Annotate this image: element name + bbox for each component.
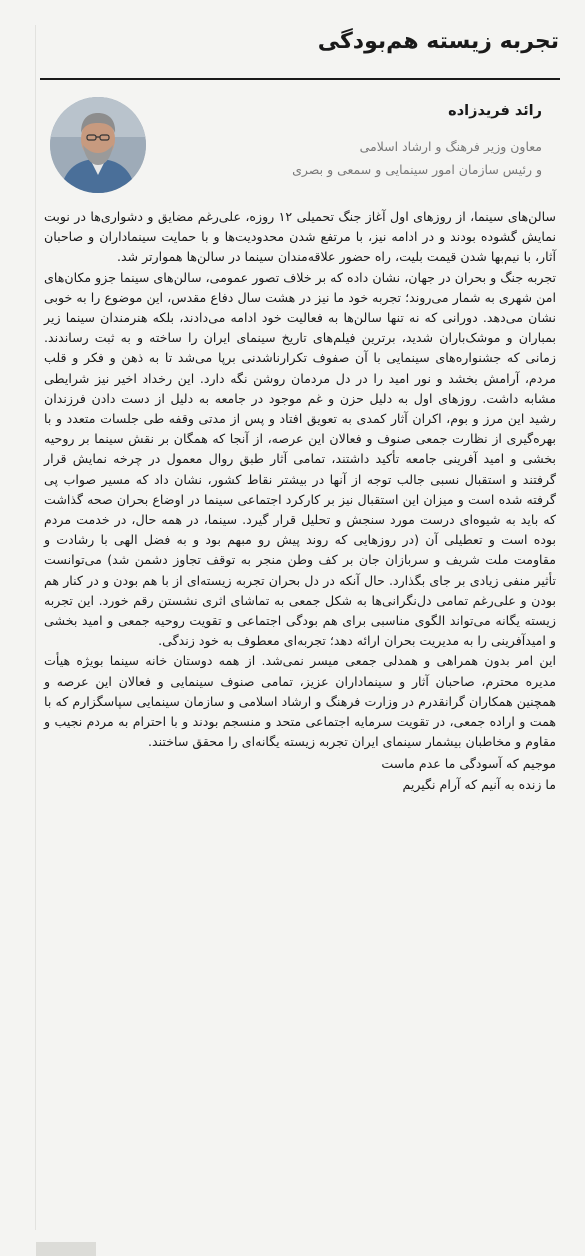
article-body <box>44 207 556 795</box>
author-role-line-1: معاون وزیر فرهنگ و ارشاد اسلامی <box>359 139 542 154</box>
author-portrait-icon <box>50 97 146 193</box>
poem-line-1: موجیم که آسودگی ما عدم ماست <box>381 756 556 772</box>
author-role-line-2: و رئیس سازمان امور سینمایی و سمعی و بصری <box>292 162 542 177</box>
paragraph-1: سالن‌های سینما، از روزهای اول آغاز جنگ تحمیلی ۱۲ روزه، علی‌رغم مضایق و دشواری‌ها در نوبت نمایش گشوده بودند و در ادامه نیز، با مرتفع شدن محدودیت‌ها و با حمایت سینماداران و صاحبان آثار، با نیم‌بها شدن قیمت بلیت، راه حضور علاقه‌مندان سینما در سالن‌ها هموارتر شد. <box>44 209 556 265</box>
author-portrait-image <box>50 97 146 193</box>
closing-poem <box>44 754 556 794</box>
paragraph-3: این امر بدون همراهی و همدلی جمعی میسر نمی‌شد. از همه دوستان خانه سینما بویژه هیأت مدیره محترم، صاحبان آثار و سینماداران عزیز، تمامی صنوف سینمایی و فعالان این عرصه و همچنین همکاران گرانقدرم در وزارت فرهنگ و ارشاد اسلامی و سازمان سینمایی سپاسگزارم که با همت و اراده جمعی، در تقویت سرمایه اجتماعی متحد و منسجم بودند و با احترام به مردم نجیب و مقاوم و مخاطبان بیشمار سینمای ایران تجربه زیسته یگانه‌ای را محقق ساختند. <box>44 653 556 750</box>
poem-line-2: ما زنده به آنیم که آرام نگیریم <box>402 776 556 792</box>
end-mark <box>36 1242 96 1256</box>
article-column <box>35 25 564 1230</box>
author-role <box>202 135 542 181</box>
headline: تجربه زیسته هم‌بودگی <box>317 29 559 54</box>
headline-rule <box>40 78 560 80</box>
byline <box>36 93 560 203</box>
paragraph-2: تجربه جنگ و بحران در جهان، نشان داده که بر خلاف تصور عمومی، سالن‌های سینما جزو مکان‌های امن شهری به شمار می‌روند؛ تجربه خود ما نیز در هشت سال دفاع مقدس، این موضوع را به خوبی نشان می‌دهد. دورانی که نه تنها سالن‌ها به فعالیت خود ادامه می‌دادند، بلکه هنرمندان سینما زیر بمباران و موشک‌باران شدید، برترین فیلم‌های تاریخ سینمای ایران را ساخته و به ثبت رساندند. زمانی که جشنواره‌های سینمایی با آن صفوف تکرارناشدنی برپا می‌شد تا به ذهن و فکر و قلب مردم، آرامش بخشد و نور امید را در دل مردمان روشن نگه دارد. این رخداد اخیر نیز شرایطی مشابه داشت. روزهای اول به دلیل حزن و غم موجود در جامعه به دلیل از دست دادن فرزندان رشید این مرز و بوم، اکران آثار کمدی به تعویق افتاد و پس از مدتی وقفه طی جلسات متعدد و با بهره‌گیری از نظارت جمعی صنوف و فعالان این عرصه، از آنجا که همگان بر نقش سینما بر روحیه بخشی و امید آفرینی جامعه تأکید داشتند، تمامی آثار طبق روال معمول در چرخه نمایش قرار گرفتند و استقبال نسبی جالب توجه از آنها در بیشتر نقاط کشور، نشان داد که مسیر صواب پی گرفته شده است و میزان این استقبال نیز بر کارکرد اجتماعی سینما در اوضاع بحران صحه گذاشت که باید به شیوه‌ای درست مورد سنجش و تحلیل قرار گیرد. سینما، در همه حال، در خدمت مردم بوده است و تعطیلی آن (در روزهایی که روند پیش رو مبهم بود و به فضل الهی با رشادت و مقاومت ملت شریف و سربازان جان بر کف وطن منجر به توقف تجاوز دشمن شد) می‌توانست تأثیر منفی زیادی بر جای بگذارد. حال آنکه در دل بحران تجربه زیسته‌ای از با هم بودن و در کنار هم بودن و علی‌رغم تمامی دل‌نگرانی‌ها به شکل جمعی به تماشای اثری نشستن رقم خورد. این تجربه زیسته یگانه می‌تواند الگوی مناسبی برای هم بودگی اجتماعی و تقویت روحیه جمعی و امید بخشی و امید‌آفرینی را به مدیریت بحران ارائه دهد؛ تجربه‌ای معطوف به خود زندگی. <box>44 269 556 649</box>
author-name: رائد فریدزاده <box>448 103 542 119</box>
